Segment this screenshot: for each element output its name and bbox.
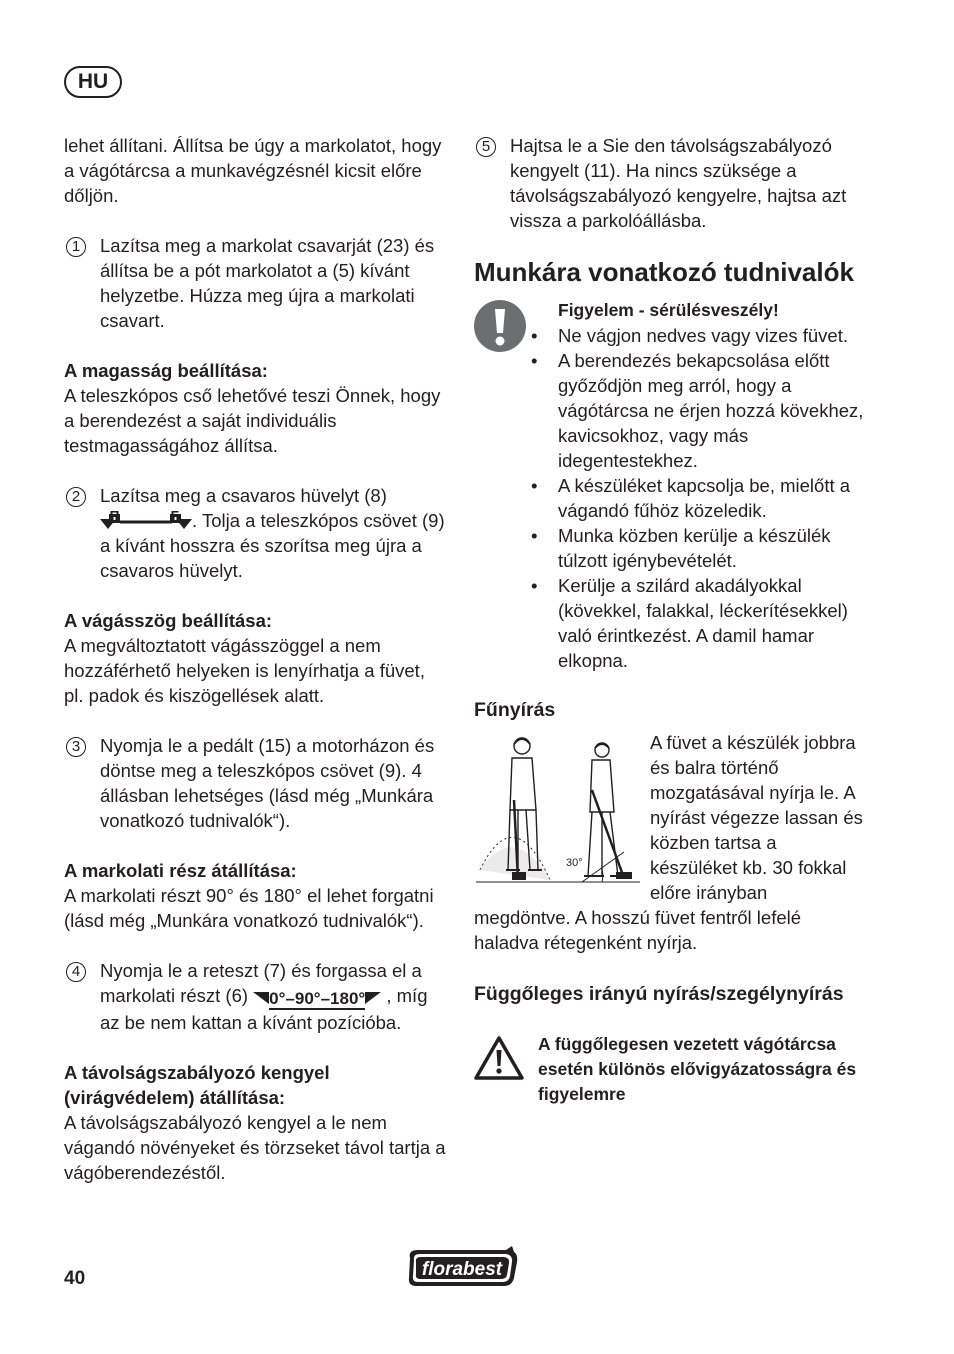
handle-text: A markolati részt 90° és 180° el lehet forgatni (lásd még „Munkára vonatkozó tudnivalók“).: [64, 885, 434, 931]
list-item: • A berendezés bekapcsolása előtt győződjön meg arról, hogy a vágótárcsa ne érjen hozzá kövekhez, kavicsokhoz, vagy más idegentestekhez.: [474, 348, 866, 473]
step-number-2: 2: [66, 487, 86, 507]
guard-heading: A távolságszabályozó kengyel (virágvédelem) átállítása:: [64, 1062, 330, 1108]
step-number-5: 5: [476, 137, 496, 157]
warning-triangle-icon: [474, 1035, 524, 1081]
work-section-title: Munkára vonatkozó tudnivalók: [474, 257, 854, 287]
florabest-logo-icon: [406, 1246, 520, 1288]
list-item: • Kerülje a szilárd akadályokkal (kövekkel, falakkal, léckerítésekkel) való érintkezést. A damil hamar elkopna.: [474, 573, 866, 673]
mowing-heading: Fűnyírás: [474, 699, 556, 721]
step-number-3: 3: [66, 737, 86, 757]
work-warning-block: [474, 298, 866, 673]
step-4: [64, 958, 448, 1035]
step-1-text: Lazítsa meg a markolat csavarját (23) és állítsa be a pót markolatot a (5) kívánt helyzetbe. Húzza meg újra a markolati csavart.: [100, 235, 435, 331]
angle-symbol-text: 0°–90°–180°: [269, 989, 366, 1008]
height-heading: A magasság beállítása:: [64, 360, 268, 381]
intro-paragraph: lehet állítani. Állítsa be úgy a markolatot, hogy a vágótárcsa a munkavégzésnél kicsit előre dőljön.: [64, 135, 442, 206]
angle-label: 30°: [566, 857, 583, 869]
list-item: • Munka közben kerülje a készülék túlzott igénybevételét.: [474, 523, 866, 573]
step-2: [64, 483, 448, 583]
step-4-text-before: Nyomja le a reteszt (7) és forgassa el a markolati részt (6): [100, 960, 422, 1006]
step-4-text-after: , míg az be nem kattan a kívánt pozícióba.: [100, 985, 428, 1033]
step-1: [64, 233, 448, 333]
handle-heading: A markolati rész átállítása:: [64, 860, 297, 881]
angle-symbol: [253, 985, 381, 1010]
left-arrow-icon: [253, 990, 269, 1004]
left-column: [64, 133, 448, 1185]
mowing-text: A füvet a készülék jobbra és balra történő mozgatásával nyírja le. A nyírást végezze lassan és közben tartsa a készüléket kb. 30 fokkal előre irányban megdöntve. A hosszú füvet fentről lefelé haladva rétegenként nyírja.: [474, 732, 863, 953]
step-5-text: Hajtsa le a Sie den távolságszabályozó kengyelt (11). Ha nincs szüksége a távolságszabályozó kengyelre, hajtsa azt vissza a parkolóállásba.: [510, 135, 847, 231]
list-item: • Ne vágjon nedves vagy vizes füvet.: [474, 323, 866, 348]
mowing-block: [474, 730, 866, 955]
edging-warning-block: [474, 1032, 866, 1107]
step-2-text-before: Lazítsa meg a csavaros hüvelyt (8): [100, 485, 387, 506]
list-item: • A készüléket kapcsolja be, mielőtt a vágandó fűhöz közeledik.: [474, 473, 866, 523]
right-arrow-icon: [365, 990, 381, 1004]
lock-unlock-arrow-icon: [100, 511, 192, 533]
warning-list: [474, 323, 866, 673]
angle-heading: A vágásszög beállítása:: [64, 610, 273, 631]
step-3-text: Nyomja le a pedált (15) a motorházon és döntse meg a teleszkópos csövet (9). 4 állásban lehetséges (lásd még „Munkára vonatkozó tudnivalók“).: [100, 735, 435, 831]
edging-warning-text: A függőlegesen vezetett vágótárcsa esetén különös elővigyázatosságra és figyelemre: [538, 1034, 857, 1104]
edging-heading: Függőleges irányú nyírás/szegélynyírás: [474, 983, 844, 1005]
warning-heading: Figyelem - sérülésveszély!: [558, 300, 779, 320]
mowing-illustration: [474, 730, 642, 890]
step-5: [474, 133, 866, 233]
guard-text: A távolságszabályozó kengyel a le nem vágandó növényeket és törzseket távol tartja a vágóberendezéstől.: [64, 1112, 446, 1183]
angle-text: A megváltoztatott vágásszöggel a nem hozzáférhető helyeken is lenyírhatja a füvet, pl. padok és kiszögellések alatt.: [64, 635, 425, 706]
right-column: [474, 133, 866, 1107]
step-2-paragraph: [100, 483, 448, 583]
language-badge: HU: [64, 66, 122, 98]
brand-name: florabest: [421, 1259, 503, 1280]
step-4-paragraph: [100, 958, 448, 1035]
step-number-4: 4: [66, 962, 86, 982]
brand-logo: [406, 1246, 520, 1294]
height-text: A teleszkópos cső lehetővé teszi Önnek, hogy a berendezést a saját individuális testmagasságához állítsa.: [64, 385, 441, 456]
step-number-1: 1: [66, 237, 86, 257]
step-2-text-after: . Tolja a teleszkópos csövet (9) a kívánt hosszra és szorítsa meg újra a csavaros hüvelyt.: [100, 510, 445, 581]
step-3: [64, 733, 448, 833]
page-number: 40: [64, 1268, 86, 1289]
